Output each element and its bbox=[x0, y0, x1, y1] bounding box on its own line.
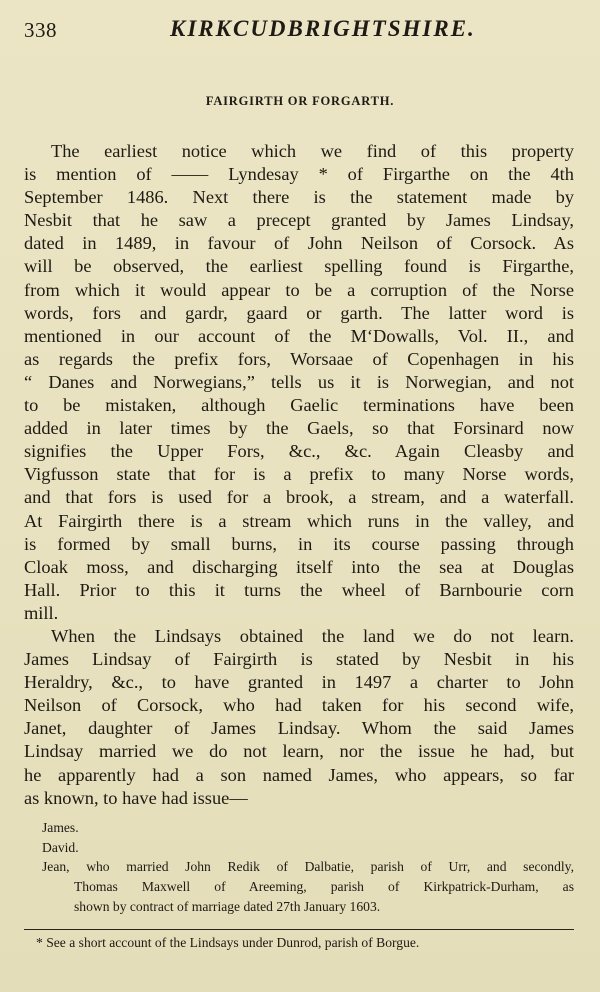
text-line: is mention of —— Lyndesay * of Firgarthe on the 4th bbox=[24, 164, 574, 185]
list-item-continuation: shown by contract of marriage dated 27th January 1603. bbox=[74, 898, 381, 914]
list-item: David. bbox=[42, 839, 79, 855]
text-line: is formed by small burns, in its course passing through bbox=[24, 533, 574, 554]
text-line: and that fors is used for a brook, a stream, and a waterfall. bbox=[24, 487, 574, 508]
text-line: from which it would appear to be a corruption of the Norse bbox=[24, 279, 574, 300]
text-line: to be mistaken, although Gaelic terminations have been bbox=[24, 395, 574, 416]
body-text bbox=[24, 140, 574, 917]
text-line: James Lindsay of Fairgirth is stated by Nesbit in his bbox=[24, 649, 574, 670]
text-line: Janet, daughter of James Lindsay. Whom the said James bbox=[24, 718, 574, 739]
text-line: Nesbit that he saw a precept granted by James Lindsay, bbox=[24, 210, 574, 231]
text-line: as regards the prefix fors, Worsaae of Copenhagen in his bbox=[24, 348, 574, 369]
running-title: KIRKCUDBRIGHTSHIRE. bbox=[170, 16, 476, 41]
section-title: FAIRGIRTH OR FORGARTH. bbox=[205, 94, 395, 108]
text-line: Hall. Prior to this it turns the wheel of Barnbourie corn bbox=[24, 579, 574, 600]
text-line: added in later times by the Gaels, so that Forsinard now bbox=[24, 418, 574, 439]
list-item: Jean, who married John Redik of Dalbatie, parish of Urr, and secondly, bbox=[42, 859, 574, 875]
text-line: The earliest notice which we find of this property bbox=[51, 141, 574, 161]
text-line: mill. bbox=[24, 602, 59, 623]
text-line: At Fairgirth there is a stream which runs in the valley, and bbox=[24, 510, 574, 531]
issue-list bbox=[24, 818, 574, 917]
text-line: Heraldry, &c., to have granted in 1497 a charter to John bbox=[24, 672, 574, 693]
text-line: Lindsay married we do not learn, nor the issue he had, but bbox=[24, 741, 574, 762]
text-line: will be observed, the earliest spelling found is Firgarthe, bbox=[24, 256, 574, 277]
text-line: as known, to have had issue— bbox=[24, 787, 248, 808]
text-line: September 1486. Next there is the statement made by bbox=[24, 187, 574, 208]
footnote-divider bbox=[24, 929, 574, 930]
list-item: James. bbox=[42, 819, 79, 835]
page-header bbox=[24, 16, 572, 46]
text-line: Vigfusson state that for is a prefix to many Norse words, bbox=[24, 464, 574, 485]
footnote: * See a short account of the Lindsays under Dunrod, parish of Borgue. bbox=[36, 935, 420, 950]
text-line: dated in 1489, in favour of John Neilson of Corsock. As bbox=[24, 233, 574, 254]
text-line: words, fors and gardr, gaard or garth. The latter word is bbox=[24, 302, 574, 323]
page-number: 338 bbox=[24, 18, 57, 42]
text-line: mentioned in our account of the M‘Dowalls, Vol. II., and bbox=[24, 325, 574, 346]
text-line: signifies the Upper Fors, &c., &c. Again Cleasby and bbox=[24, 441, 574, 462]
text-line: he apparently had a son named James, who appears, so far bbox=[24, 764, 574, 785]
text-line: “ Danes and Norwegians,” tells us it is Norwegian, and not bbox=[24, 371, 574, 392]
list-item-continuation: Thomas Maxwell of Areeming, parish of Kirkpatrick-Durham, as bbox=[74, 879, 574, 895]
text-line: When the Lindsays obtained the land we do not learn. bbox=[51, 625, 574, 646]
text-line: Cloak moss, and discharging itself into the sea at Douglas bbox=[24, 556, 574, 577]
text-line: Neilson of Corsock, who had taken for his second wife, bbox=[24, 695, 574, 716]
